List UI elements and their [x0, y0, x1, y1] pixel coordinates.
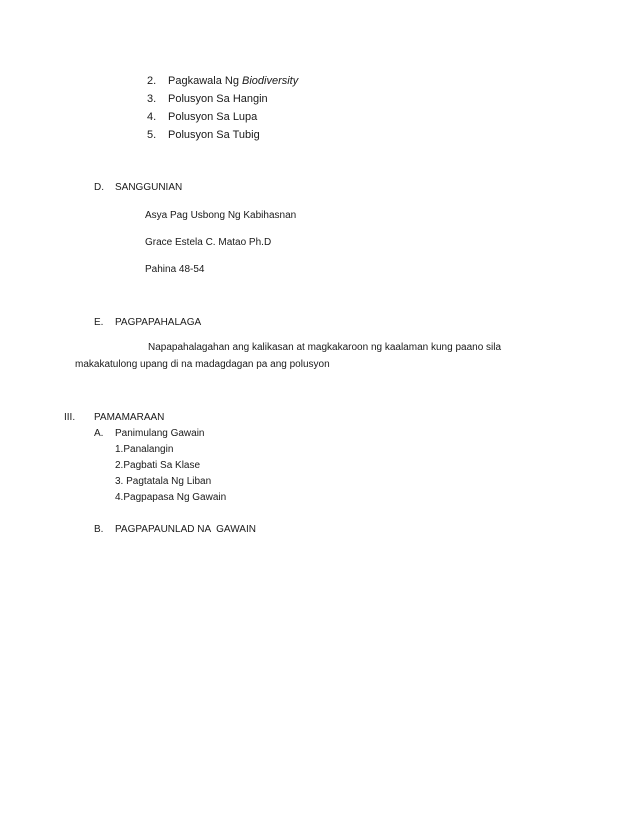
list-item-text: [168, 76, 298, 87]
list-item-number: 3.: [147, 93, 157, 105]
reference-author: Grace Estela C. Matao Ph.D: [145, 237, 272, 248]
step-item: 1.Panalangin: [115, 444, 174, 455]
section-e-title: PAGPAPAHALAGA: [115, 317, 202, 328]
list-item-number: 4.: [147, 111, 157, 123]
list-item-italic-term: Biodiversity: [242, 75, 299, 87]
subsection-a-title: Panimulang Gawain: [115, 428, 205, 439]
section-e-letter: E.: [94, 317, 104, 328]
list-item-number: 2.: [147, 75, 157, 87]
section-iii-title: PAMAMARAAN: [94, 412, 165, 423]
list-item-text: Polusyon Sa Hangin: [168, 93, 268, 105]
reference-pages: Pahina 48-54: [145, 264, 205, 275]
reference-title: Asya Pag Usbong Ng Kabihasnan: [145, 210, 297, 221]
paragraph-line: makakatulong upang di na madagdagan pa ang polusyon: [75, 359, 330, 370]
section-iii-numeral: III.: [64, 412, 76, 423]
subsection-a-letter: A.: [94, 428, 104, 439]
step-item: 2.Pagbati Sa Klase: [115, 460, 201, 471]
paragraph-line: Napapahalagahan ang kalikasan at magkakaroon ng kaalaman kung paano sila: [148, 342, 502, 353]
subsection-b-title: PAGPAPAUNLAD NA GAWAIN: [115, 524, 256, 535]
subsection-b-letter: B.: [94, 524, 104, 535]
list-item-number: 5.: [147, 129, 157, 141]
list-item-text: Polusyon Sa Lupa: [168, 111, 258, 123]
step-item: 3. Pagtatala Ng Liban: [115, 476, 212, 487]
step-item: 4.Pagpapasa Ng Gawain: [115, 492, 227, 503]
section-d-title: SANGGUNIAN: [115, 182, 183, 193]
list-item-text: Polusyon Sa Tubig: [168, 129, 260, 141]
section-d-letter: D.: [94, 182, 104, 193]
list-item-label: Pagkawala Ng: [168, 75, 242, 87]
